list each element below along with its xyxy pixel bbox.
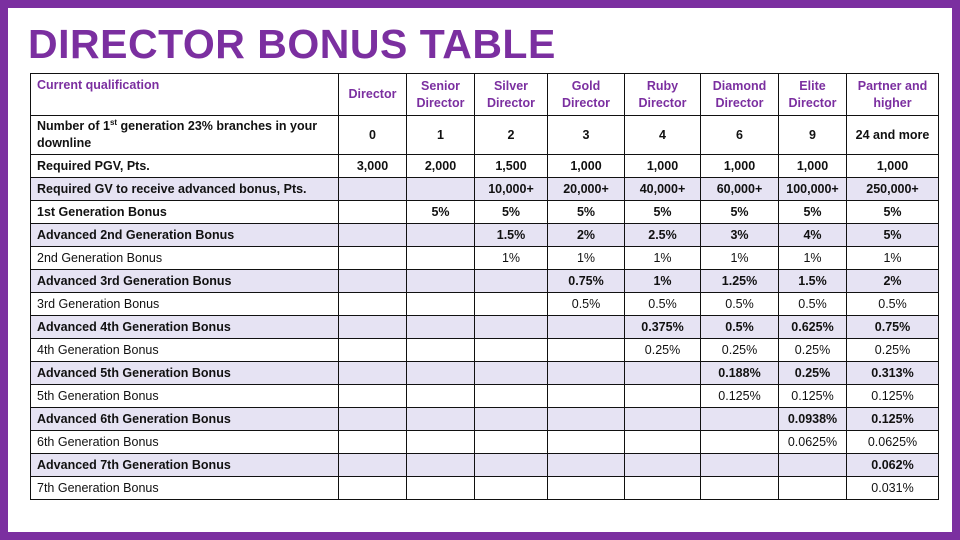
table-cell: 0.5%	[701, 316, 779, 339]
header-rank: Silver Director	[475, 74, 548, 116]
header-rank: Ruby Director	[625, 74, 701, 116]
table-cell	[407, 454, 475, 477]
row-label: 2nd Generation Bonus	[31, 247, 339, 270]
table-row	[31, 477, 939, 500]
table-cell: 0.0625%	[847, 431, 939, 454]
branches-row	[31, 116, 939, 155]
row-label: Advanced 3rd Generation Bonus	[31, 270, 339, 293]
table-cell: 1,000	[548, 155, 625, 178]
table-cell: 4	[625, 116, 701, 155]
table-cell	[407, 270, 475, 293]
table-row	[31, 224, 939, 247]
table-row	[31, 155, 939, 178]
table-cell	[548, 362, 625, 385]
table-cell	[548, 385, 625, 408]
row-label: 7th Generation Bonus	[31, 477, 339, 500]
table-cell: 1%	[548, 247, 625, 270]
table-cell	[625, 408, 701, 431]
table-cell	[339, 293, 407, 316]
table-row	[31, 293, 939, 316]
table-cell: 0.125%	[847, 408, 939, 431]
row-label: Required PGV, Pts.	[31, 155, 339, 178]
table-cell: 1,500	[475, 155, 548, 178]
row-label: 1st Generation Bonus	[31, 201, 339, 224]
table-cell: 5%	[779, 201, 847, 224]
table-cell	[339, 224, 407, 247]
table-cell	[475, 339, 548, 362]
table-cell: 1%	[779, 247, 847, 270]
table-cell	[407, 362, 475, 385]
bonus-table	[30, 73, 939, 500]
table-cell	[339, 178, 407, 201]
table-cell	[339, 408, 407, 431]
table-cell	[548, 477, 625, 500]
table-cell: 0.031%	[847, 477, 939, 500]
header-rank: Elite Director	[779, 74, 847, 116]
table-body	[31, 74, 939, 500]
table-cell: 9	[779, 116, 847, 155]
table-cell	[475, 385, 548, 408]
branches-label-part2: generation 23% branches in your downline	[37, 119, 318, 150]
table-cell	[339, 270, 407, 293]
table-cell: 5%	[625, 201, 701, 224]
table-cell: 1	[407, 116, 475, 155]
table-row	[31, 247, 939, 270]
table-cell: 2	[475, 116, 548, 155]
table-cell	[779, 477, 847, 500]
table-cell: 1,000	[701, 155, 779, 178]
table-cell: 0.75%	[548, 270, 625, 293]
table-cell: 0.0938%	[779, 408, 847, 431]
table-cell: 10,000+	[475, 178, 548, 201]
table-cell: 0.25%	[701, 339, 779, 362]
table-cell: 0.5%	[625, 293, 701, 316]
table-cell: 5%	[701, 201, 779, 224]
table-cell	[407, 293, 475, 316]
table-cell: 4%	[779, 224, 847, 247]
table-cell	[339, 247, 407, 270]
header-rank: Director	[339, 74, 407, 116]
table-cell: 3,000	[339, 155, 407, 178]
table-cell	[339, 362, 407, 385]
header-rank: Senior Director	[407, 74, 475, 116]
table-cell: 0.25%	[779, 339, 847, 362]
table-row	[31, 316, 939, 339]
table-cell	[475, 454, 548, 477]
table-cell	[407, 408, 475, 431]
table-cell: 5%	[475, 201, 548, 224]
row-label: Advanced 2nd Generation Bonus	[31, 224, 339, 247]
table-cell	[407, 247, 475, 270]
table-cell	[407, 385, 475, 408]
table-cell: 1,000	[625, 155, 701, 178]
table-cell	[407, 477, 475, 500]
table-row	[31, 270, 939, 293]
header-rank: Gold Director	[548, 74, 625, 116]
table-cell: 0.125%	[701, 385, 779, 408]
table-cell: 3%	[701, 224, 779, 247]
table-cell	[339, 454, 407, 477]
table-cell	[779, 454, 847, 477]
table-cell	[548, 316, 625, 339]
table-cell	[701, 477, 779, 500]
table-cell: 0.5%	[548, 293, 625, 316]
table-row	[31, 431, 939, 454]
table-cell: 5%	[548, 201, 625, 224]
table-cell: 40,000+	[625, 178, 701, 201]
table-cell: 1%	[625, 247, 701, 270]
row-label: 5th Generation Bonus	[31, 385, 339, 408]
row-label: Advanced 7th Generation Bonus	[31, 454, 339, 477]
table-cell	[625, 385, 701, 408]
table-row	[31, 385, 939, 408]
table-cell: 0.125%	[847, 385, 939, 408]
row-label: 4th Generation Bonus	[31, 339, 339, 362]
table-cell: 0.25%	[779, 362, 847, 385]
table-cell: 1%	[701, 247, 779, 270]
table-cell	[475, 431, 548, 454]
table-cell: 2.5%	[625, 224, 701, 247]
table-cell	[339, 339, 407, 362]
table-cell	[339, 385, 407, 408]
table-cell: 24 and more	[847, 116, 939, 155]
table-cell	[339, 431, 407, 454]
table-cell	[701, 454, 779, 477]
table-cell: 20,000+	[548, 178, 625, 201]
header-rank: Diamond Director	[701, 74, 779, 116]
table-cell: 1%	[847, 247, 939, 270]
table-cell: 0.5%	[779, 293, 847, 316]
table-cell	[475, 477, 548, 500]
header-rank: Partner and higher	[847, 74, 939, 116]
table-cell: 5%	[847, 224, 939, 247]
table-cell	[475, 408, 548, 431]
table-cell: 0.375%	[625, 316, 701, 339]
page-title: DIRECTOR BONUS TABLE	[28, 21, 556, 67]
table-cell: 100,000+	[779, 178, 847, 201]
row-label: 6th Generation Bonus	[31, 431, 339, 454]
table-cell	[625, 477, 701, 500]
table-cell	[548, 431, 625, 454]
table-cell: 1.5%	[779, 270, 847, 293]
table-cell	[548, 339, 625, 362]
table-cell: 250,000+	[847, 178, 939, 201]
table-cell	[407, 178, 475, 201]
row-label: 3rd Generation Bonus	[31, 293, 339, 316]
table-cell	[625, 431, 701, 454]
table-cell: 6	[701, 116, 779, 155]
table-cell: 0.25%	[625, 339, 701, 362]
branches-label-part1: Number of 1	[37, 119, 110, 133]
table-header-row	[31, 74, 939, 116]
table-cell	[407, 316, 475, 339]
table-cell: 1.25%	[701, 270, 779, 293]
table-row	[31, 178, 939, 201]
table-cell	[407, 339, 475, 362]
table-cell: 2%	[548, 224, 625, 247]
table-cell: 2,000	[407, 155, 475, 178]
table-row	[31, 201, 939, 224]
header-label: Current qualification	[31, 74, 339, 116]
row-label: Advanced 5th Generation Bonus	[31, 362, 339, 385]
table-cell: 1,000	[779, 155, 847, 178]
table-cell	[475, 362, 548, 385]
table-row	[31, 454, 939, 477]
table-row	[31, 408, 939, 431]
table-cell	[475, 316, 548, 339]
table-cell	[407, 224, 475, 247]
table-cell: 1%	[625, 270, 701, 293]
table-cell: 60,000+	[701, 178, 779, 201]
table-cell: 0.5%	[701, 293, 779, 316]
row-label: Required GV to receive advanced bonus, Pts.	[31, 178, 339, 201]
table-cell: 0.5%	[847, 293, 939, 316]
row-label: Advanced 6th Generation Bonus	[31, 408, 339, 431]
table-cell	[339, 201, 407, 224]
table-cell: 0.188%	[701, 362, 779, 385]
table-cell: 0	[339, 116, 407, 155]
table-cell	[339, 477, 407, 500]
table-cell: 0.125%	[779, 385, 847, 408]
table-cell: 5%	[847, 201, 939, 224]
table-cell	[625, 454, 701, 477]
table-cell	[475, 293, 548, 316]
table-cell	[407, 431, 475, 454]
table-cell	[625, 362, 701, 385]
table-cell: 0.75%	[847, 316, 939, 339]
table-row	[31, 362, 939, 385]
table-cell: 3	[548, 116, 625, 155]
table-cell: 0.062%	[847, 454, 939, 477]
table-cell	[475, 270, 548, 293]
table-cell: 5%	[407, 201, 475, 224]
table-cell: 1.5%	[475, 224, 548, 247]
table-cell	[339, 316, 407, 339]
table-cell: 0.25%	[847, 339, 939, 362]
table-cell	[701, 431, 779, 454]
table-cell: 0.313%	[847, 362, 939, 385]
table-cell: 0.625%	[779, 316, 847, 339]
table-cell: 1%	[475, 247, 548, 270]
table-cell: 2%	[847, 270, 939, 293]
table-cell	[548, 408, 625, 431]
table-cell: 0.0625%	[779, 431, 847, 454]
branches-row-label	[31, 116, 339, 155]
table-cell	[701, 408, 779, 431]
table-row	[31, 339, 939, 362]
table-cell	[548, 454, 625, 477]
row-label: Advanced 4th Generation Bonus	[31, 316, 339, 339]
branches-label-sup: st	[109, 117, 118, 127]
table-cell: 1,000	[847, 155, 939, 178]
